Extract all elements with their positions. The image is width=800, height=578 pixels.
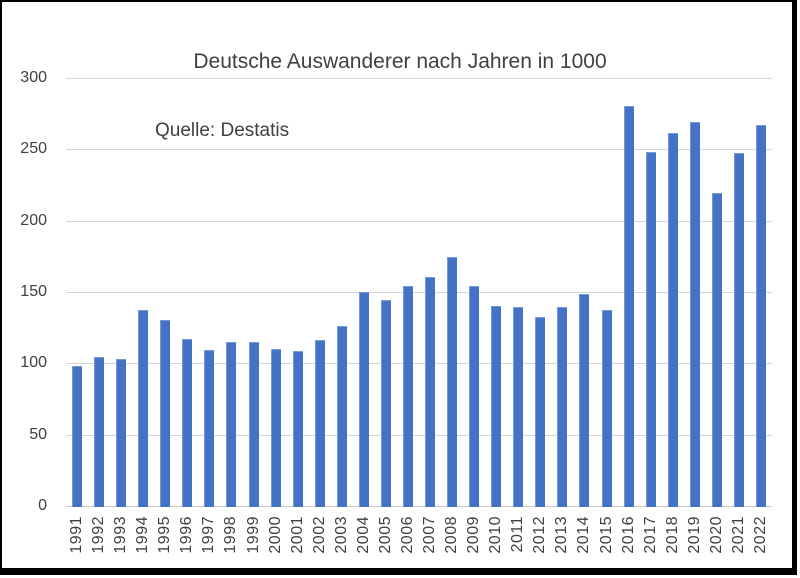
bar-1991 <box>72 366 82 507</box>
x-axis-tick-cell <box>706 516 728 564</box>
bar-2011 <box>513 307 523 507</box>
bar-1998 <box>226 342 236 507</box>
bar-cell-1992 <box>88 79 110 507</box>
bar-2007 <box>425 277 435 507</box>
bar-cell-1997 <box>198 79 220 507</box>
y-axis-tick-label: 200 <box>20 212 47 229</box>
x-axis-tick-label: 2019 <box>685 516 703 554</box>
bar-2020 <box>712 193 722 507</box>
bar-cell-2004 <box>353 79 375 507</box>
x-axis-tick-label: 1995 <box>156 516 174 554</box>
x-axis-tick-cell <box>331 516 353 564</box>
x-axis-tick-label: 2020 <box>707 516 725 554</box>
bar-cell-1998 <box>220 79 242 507</box>
bar-cell-2022 <box>750 79 772 507</box>
x-axis-tick-label: 2001 <box>288 516 306 554</box>
x-axis-tick-label: 2021 <box>729 516 747 554</box>
bar-2008 <box>447 257 457 507</box>
bar-cell-2009 <box>463 79 485 507</box>
x-axis-tick-label: 2003 <box>332 516 350 554</box>
bar-cell-2010 <box>485 79 507 507</box>
bar-2000 <box>271 349 281 507</box>
bar-cell-1994 <box>132 79 154 507</box>
x-axis-tick-label: 2016 <box>619 516 637 554</box>
bar-2013 <box>557 307 567 507</box>
bar-1997 <box>204 350 214 507</box>
x-axis-tick-label: 2004 <box>354 516 372 554</box>
bar-cell-2021 <box>728 79 750 507</box>
x-axis-tick-label: 1998 <box>222 516 240 554</box>
bar-2018 <box>668 133 678 507</box>
x-axis-tick-label: 2000 <box>266 516 284 554</box>
x-axis-tick-label: 2017 <box>641 516 659 554</box>
x-axis-tick-cell <box>662 516 684 564</box>
x-axis-tick-cell <box>573 516 595 564</box>
bar-cell-2012 <box>529 79 551 507</box>
bar-2015 <box>602 310 612 507</box>
bar-cell-2016 <box>618 79 640 507</box>
x-axis-tick-cell <box>728 516 750 564</box>
x-axis-tick-cell <box>397 516 419 564</box>
x-axis-tick-cell <box>353 516 375 564</box>
bar-2001 <box>293 351 303 507</box>
bar-2019 <box>690 122 700 507</box>
bar-2009 <box>469 286 479 507</box>
x-axis-tick-cell <box>551 516 573 564</box>
x-axis-tick-cell <box>618 516 640 564</box>
x-axis-labels <box>66 516 772 564</box>
bar-2006 <box>403 286 413 507</box>
bar-cell-2006 <box>397 79 419 507</box>
bar-2002 <box>315 340 325 507</box>
bar-1995 <box>160 320 170 507</box>
x-axis-tick-label: 1997 <box>200 516 218 554</box>
x-axis-tick-label: 1991 <box>68 516 86 554</box>
x-axis-tick-cell <box>529 516 551 564</box>
bar-cell-2007 <box>419 79 441 507</box>
x-axis-tick-cell <box>66 516 88 564</box>
x-axis-tick-cell <box>265 516 287 564</box>
x-axis-tick-label: 1999 <box>244 516 262 554</box>
bar-1993 <box>116 359 126 507</box>
x-axis-tick-cell <box>243 516 265 564</box>
x-axis-tick-cell <box>220 516 242 564</box>
x-axis-tick-cell <box>750 516 772 564</box>
x-axis-tick-cell <box>132 516 154 564</box>
bar-cell-2005 <box>375 79 397 507</box>
x-axis-tick-label: 2005 <box>376 516 394 554</box>
x-axis-tick-label: 2009 <box>465 516 483 554</box>
x-axis-tick-cell <box>441 516 463 564</box>
x-axis-tick-label: 2007 <box>421 516 439 554</box>
bar-cell-1995 <box>154 79 176 507</box>
x-axis-tick-label: 1994 <box>134 516 152 554</box>
x-axis-tick-cell <box>287 516 309 564</box>
bar-2005 <box>381 300 391 507</box>
x-axis-tick-label: 2002 <box>310 516 328 554</box>
x-axis-tick-cell <box>176 516 198 564</box>
x-axis-tick-cell <box>198 516 220 564</box>
x-axis-tick-label: 2006 <box>398 516 416 554</box>
x-axis-tick-label: 2018 <box>663 516 681 554</box>
x-axis-tick-label: 2015 <box>597 516 615 554</box>
bar-1992 <box>94 357 104 507</box>
bar-cell-2003 <box>331 79 353 507</box>
bar-cell-2018 <box>662 79 684 507</box>
x-axis-tick-label: 2008 <box>443 516 461 554</box>
bar-2017 <box>646 152 656 507</box>
bar-cell-2000 <box>265 79 287 507</box>
bar-cell-1999 <box>243 79 265 507</box>
x-axis-tick-cell <box>640 516 662 564</box>
bar-cell-2008 <box>441 79 463 507</box>
x-axis-tick-cell <box>419 516 441 564</box>
x-axis-tick-cell <box>463 516 485 564</box>
bar-1999 <box>249 342 259 507</box>
x-axis-tick-label: 1993 <box>112 516 130 554</box>
bar-2003 <box>337 326 347 507</box>
x-axis-tick-cell <box>375 516 397 564</box>
x-axis-tick-cell <box>684 516 706 564</box>
x-axis-tick-cell <box>507 516 529 564</box>
bar-cell-1996 <box>176 79 198 507</box>
bar-cell-2019 <box>684 79 706 507</box>
x-axis-tick-label: 1996 <box>178 516 196 554</box>
bar-2012 <box>535 317 545 507</box>
bar-2016 <box>624 106 634 507</box>
plot-area <box>66 79 772 507</box>
bar-cell-2002 <box>309 79 331 507</box>
x-axis-tick-cell <box>596 516 618 564</box>
bar-cell-2001 <box>287 79 309 507</box>
source-annotation: Quelle: Destatis <box>155 120 290 141</box>
y-axis-tick-label: 250 <box>20 140 47 157</box>
x-axis-tick-label: 2012 <box>531 516 549 554</box>
x-axis-tick-cell <box>485 516 507 564</box>
bar-cell-2013 <box>551 79 573 507</box>
y-axis-tick-label: 300 <box>20 69 47 86</box>
bar-cell-2017 <box>640 79 662 507</box>
bar-cell-2011 <box>507 79 529 507</box>
y-axis-tick-label: 100 <box>20 354 47 371</box>
bar-1996 <box>182 339 192 507</box>
x-axis-tick-label: 2010 <box>487 516 505 554</box>
y-axis-tick-label: 150 <box>20 283 47 300</box>
x-axis-tick-label: 1992 <box>90 516 108 554</box>
bar-cell-2014 <box>573 79 595 507</box>
bar-2010 <box>491 306 501 507</box>
y-axis-tick-label: 0 <box>38 497 47 514</box>
x-axis-tick-cell <box>309 516 331 564</box>
x-axis-tick-cell <box>110 516 132 564</box>
bar-cell-2020 <box>706 79 728 507</box>
chart-title: Deutsche Auswanderer nach Jahren in 1000 <box>193 50 607 73</box>
bar-1994 <box>138 310 148 507</box>
bar-cell-2015 <box>596 79 618 507</box>
bar-cell-1991 <box>66 79 88 507</box>
bar-2022 <box>756 125 766 507</box>
bar-cell-1993 <box>110 79 132 507</box>
x-axis-tick-label: 2013 <box>553 516 571 554</box>
y-axis-tick-label: 50 <box>29 426 47 443</box>
x-axis-tick-label: 2022 <box>751 516 769 554</box>
x-axis-tick-cell <box>154 516 176 564</box>
bar-2021 <box>734 153 744 507</box>
bar-2004 <box>359 292 369 507</box>
x-axis-tick-label: 2011 <box>509 516 527 553</box>
x-axis-tick-cell <box>88 516 110 564</box>
bar-2014 <box>579 294 589 507</box>
x-axis-tick-label: 2014 <box>575 516 593 554</box>
